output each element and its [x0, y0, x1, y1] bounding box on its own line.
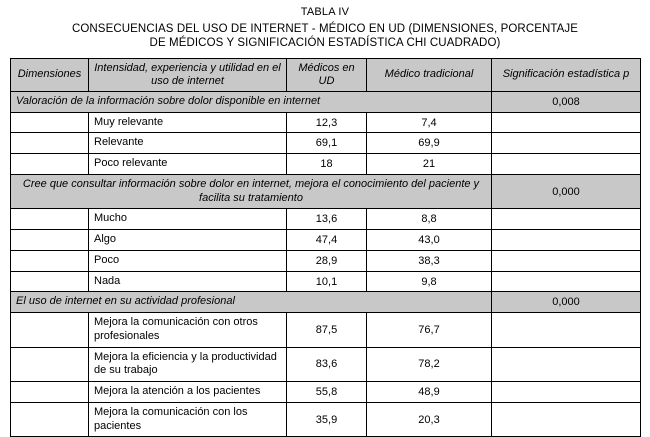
column-header-significacion: Significación estadística p: [492, 58, 641, 91]
dimension-cell: [11, 154, 89, 175]
dimension-cell: [11, 112, 89, 133]
value-medicos-ud: 35,9: [287, 402, 367, 437]
value-medicos-ud: 69,1: [287, 133, 367, 154]
item-label: Relevante: [89, 133, 287, 154]
table-row: [11, 402, 641, 437]
table-row: [11, 271, 641, 292]
item-label: Nada: [89, 271, 287, 292]
dimension-cell: [11, 133, 89, 154]
dimension-cell: [11, 382, 89, 403]
section-label: Cree que consultar información sobre dolor en internet, mejora el conocimiento del paciente y facilita su tratamiento: [11, 174, 492, 209]
value-medico-tradicional: 8,8: [367, 209, 492, 230]
table-row: [11, 250, 641, 271]
dimension-cell: [11, 402, 89, 437]
significance-cell: [492, 250, 641, 271]
significance-cell: [492, 209, 641, 230]
table-row: [11, 209, 641, 230]
section-significance: 0,000: [492, 174, 641, 209]
dimension-cell: [11, 230, 89, 251]
value-medicos-ud: 87,5: [287, 313, 367, 348]
value-medicos-ud: 18: [287, 154, 367, 175]
value-medico-tradicional: 48,9: [367, 382, 492, 403]
value-medicos-ud: 47,4: [287, 230, 367, 251]
column-header-intensidad: Intensidad, experiencia y utilidad en el uso de internet: [89, 58, 287, 91]
item-label: Mucho: [89, 209, 287, 230]
value-medico-tradicional: 69,9: [367, 133, 492, 154]
significance-cell: [492, 271, 641, 292]
significance-cell: [492, 133, 641, 154]
dimension-cell: [11, 250, 89, 271]
item-label: Mejora la comunicación con los pacientes: [89, 402, 287, 437]
significance-cell: [492, 154, 641, 175]
column-header-medico-tradicional: Médico tradicional: [367, 58, 492, 91]
data-table: [10, 58, 641, 437]
value-medico-tradicional: 21: [367, 154, 492, 175]
item-label: Mejora la atención a los pacientes: [89, 382, 287, 403]
table-header-row: [11, 58, 641, 91]
item-label: Poco: [89, 250, 287, 271]
table-row: [11, 382, 641, 403]
value-medicos-ud: 10,1: [287, 271, 367, 292]
dimension-cell: [11, 313, 89, 348]
table-section-row: [11, 292, 641, 313]
significance-cell: [492, 402, 641, 437]
table-row: [11, 313, 641, 348]
table-header: [11, 58, 641, 91]
table-section-row: [11, 174, 641, 209]
section-significance: 0,008: [492, 91, 641, 112]
significance-cell: [492, 382, 641, 403]
value-medicos-ud: 55,8: [287, 382, 367, 403]
table-caption-line-2: DE MÉDICOS Y SIGNIFICACIÓN ESTADÍSTICA CHI CUADRADO): [10, 36, 640, 50]
section-significance: 0,000: [492, 292, 641, 313]
table-section-row: [11, 91, 641, 112]
section-label: El uso de internet en su actividad profesional: [11, 292, 492, 313]
table-row: [11, 347, 641, 382]
column-header-medicos-ud: Médicos en UD: [287, 58, 367, 91]
value-medico-tradicional: 43,0: [367, 230, 492, 251]
dimension-cell: [11, 209, 89, 230]
value-medico-tradicional: 76,7: [367, 313, 492, 348]
significance-cell: [492, 230, 641, 251]
section-label: Valoración de la información sobre dolor disponible en internet: [11, 91, 492, 112]
value-medico-tradicional: 38,3: [367, 250, 492, 271]
table-row: [11, 154, 641, 175]
table-body: [11, 91, 641, 437]
table-row: [11, 133, 641, 154]
table-caption-line-1: CONSECUENCIAS DEL USO DE INTERNET - MÉDICO EN UD (DIMENSIONES, PORCENTAJE: [10, 22, 640, 36]
table-row: [11, 230, 641, 251]
column-header-dimensiones: Dimensiones: [11, 58, 89, 91]
table-row: [11, 112, 641, 133]
significance-cell: [492, 112, 641, 133]
dimension-cell: [11, 271, 89, 292]
value-medicos-ud: 12,3: [287, 112, 367, 133]
value-medico-tradicional: 7,4: [367, 112, 492, 133]
significance-cell: [492, 347, 641, 382]
item-label: Mejora la comunicación con otros profesionales: [89, 313, 287, 348]
item-label: Algo: [89, 230, 287, 251]
value-medico-tradicional: 20,3: [367, 402, 492, 437]
table-title: [10, 6, 640, 51]
item-label: Muy relevante: [89, 112, 287, 133]
significance-cell: [492, 313, 641, 348]
dimension-cell: [11, 347, 89, 382]
value-medico-tradicional: 78,2: [367, 347, 492, 382]
value-medicos-ud: 83,6: [287, 347, 367, 382]
value-medicos-ud: 13,6: [287, 209, 367, 230]
item-label: Mejora la eficiencia y la productividad de su trabajo: [89, 347, 287, 382]
value-medicos-ud: 28,9: [287, 250, 367, 271]
value-medico-tradicional: 9,8: [367, 271, 492, 292]
table-number: TABLA IV: [10, 6, 640, 20]
item-label: Poco relevante: [89, 154, 287, 175]
